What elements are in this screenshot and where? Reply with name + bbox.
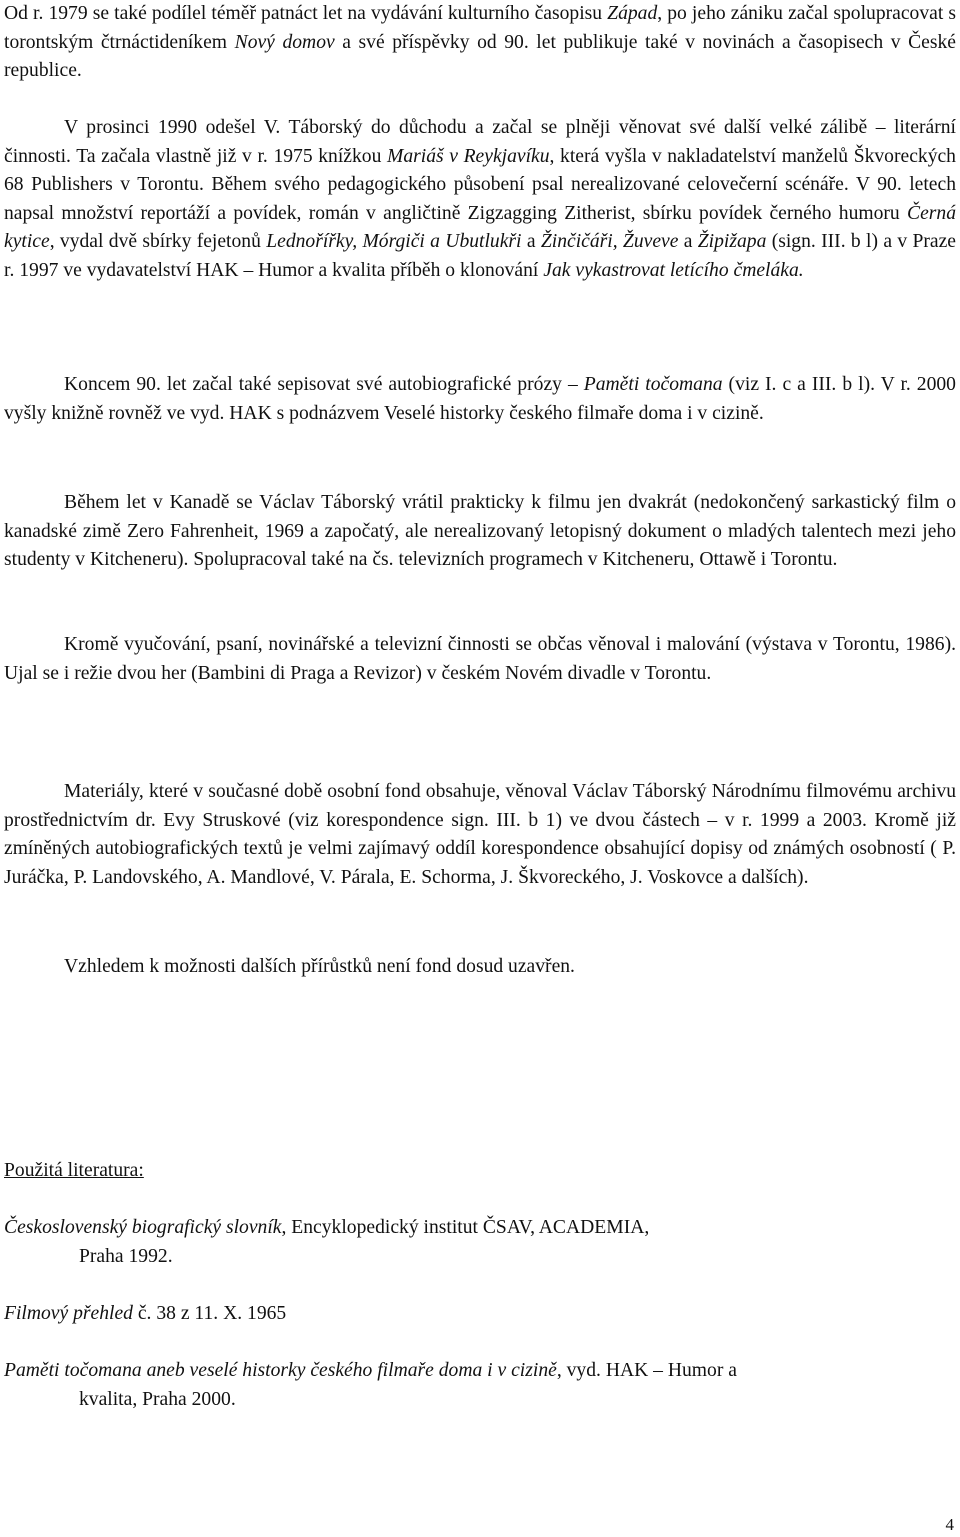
paragraph — [4, 489, 956, 575]
italic-text-run: Lednořířky, Mórgiči a Ubutlukři — [266, 231, 522, 252]
text-run: V prosinci 1990 odešel V. Táborský do důchodu a začal se plněji věnovat své další velké zálibě – literární činnosti. Ta začala vlastně již v r. 1975 knížkou — [4, 117, 956, 167]
paragraph — [4, 0, 956, 86]
text-run: , která vyšla v nakladatelství manželů Škvoreckých 68 Publishers v Torontu. Během svého pedagogického působení psal nerealizované celovečerní scénáře. V 90. letech napsal množství reportáží a povídek, román v angličtině Zigzagging Zitherist, sbírku povídek černého humoru — [4, 145, 956, 224]
italic-text-run: Žipižapa — [697, 231, 767, 252]
text-run: , po jeho zániku začal spolupracovat s torontským čtrnáctideníkem — [4, 3, 957, 53]
literature-item: Filmový přehled č. 38 z 11. X. 1965 — [4, 1303, 287, 1324]
text-run: Koncem 90. let začal také sepisovat své autobiografické prózy – — [64, 374, 584, 395]
page-number: 4 — [945, 1515, 954, 1534]
literature-heading: Použitá literatura: — [4, 1160, 144, 1181]
text-run: Materiály, které v současné době osobní fond obsahuje, věnoval Václav Táborský Národnímu filmovému archivu prostřednictvím dr. Evy Struskové (viz korespondence sign. III. b 1) ve dvou částech – v r. 1999 a 2003. Kromě již zmíněných autobiografických textů je velmi zajímavý oddíl korespondence obsahující dopisy od známých osobností ( P. Juráčka, P. Landovského, A. Mandlové, V. Párala, E. Schorma, J. Škvoreckého, J. Voskovce a dalších). — [4, 781, 956, 888]
text-run: a — [521, 231, 541, 252]
text-run: Vzhledem k možnosti dalších přírůstků není fond dosud uzavřen. — [64, 956, 575, 977]
italic-text-run: Žinčičáři, Žuveve — [540, 231, 679, 252]
italic-text-run: Paměti točomana — [583, 374, 723, 395]
paragraph — [4, 778, 956, 892]
paragraph — [4, 371, 956, 428]
text-run: (sign. III. b l) a v Praze r. 1997 ve vydavatelství HAK – Humor a kvalita příběh o klonování — [4, 231, 956, 281]
text-run: a své příspěvky od 90. let publikuje také v novinách a časopisech v České republice. — [4, 31, 956, 81]
italic-text-run: Mariáš v Reykjavíku — [387, 145, 550, 167]
italic-text-run: Jak vykastrovat letícího čmeláka. — [543, 259, 804, 281]
paragraph — [4, 631, 956, 688]
text-run: Od r. 1979 se také podílel téměř patnáct let na vydávání kulturního časopisu — [4, 3, 608, 24]
paragraph — [4, 953, 956, 982]
text-run: Během let v Kanadě se Václav Táborský vrátil prakticky k filmu jen dvakrát (nedokončený sarkastický film o kanadské zimě Zero Fahrenheit, 1969 a započatý, ale nerealizovaný letopisný dokument o mladých talentech mezi jeho studenty v Kitcheneru). Spolupracoval také na čs. televizních programech v Kitcheneru, Ottawě i Torontu. — [4, 492, 956, 570]
text-run: (viz I. c a III. b l). V r. 2000 vyšly knižně rovněž ve vyd. HAK s podnázvem Veselé historky českého filmaře doma i v cizině. — [4, 374, 956, 424]
text-run: , vydal dvě sbírky fejetonů — [49, 231, 267, 252]
italic-text-run: Západ — [607, 3, 658, 24]
literature-item: Paměti točomana aneb veselé historky českého filmaře doma i v cizině, vyd. HAK – Humor a kvalita, Praha 2000. — [4, 1360, 737, 1410]
paragraph — [4, 114, 956, 285]
literature-item: Československý biografický slovník, Encyklopedický institut ČSAV, ACADEMIA, Praha 1992. — [4, 1217, 650, 1267]
text-run: a — [678, 231, 698, 252]
italic-text-run: Nový domov — [234, 31, 335, 53]
italic-text-run: Černá kytice — [4, 202, 956, 252]
text-run: Kromě vyučování, psaní, novinářské a televizní činnosti se občas věnoval i malování (výstava v Torontu, 1986). Ujal se i režie dvou her (Bambini di Praga a Revizor) v českém Novém divadle v Torontu. — [4, 634, 956, 684]
